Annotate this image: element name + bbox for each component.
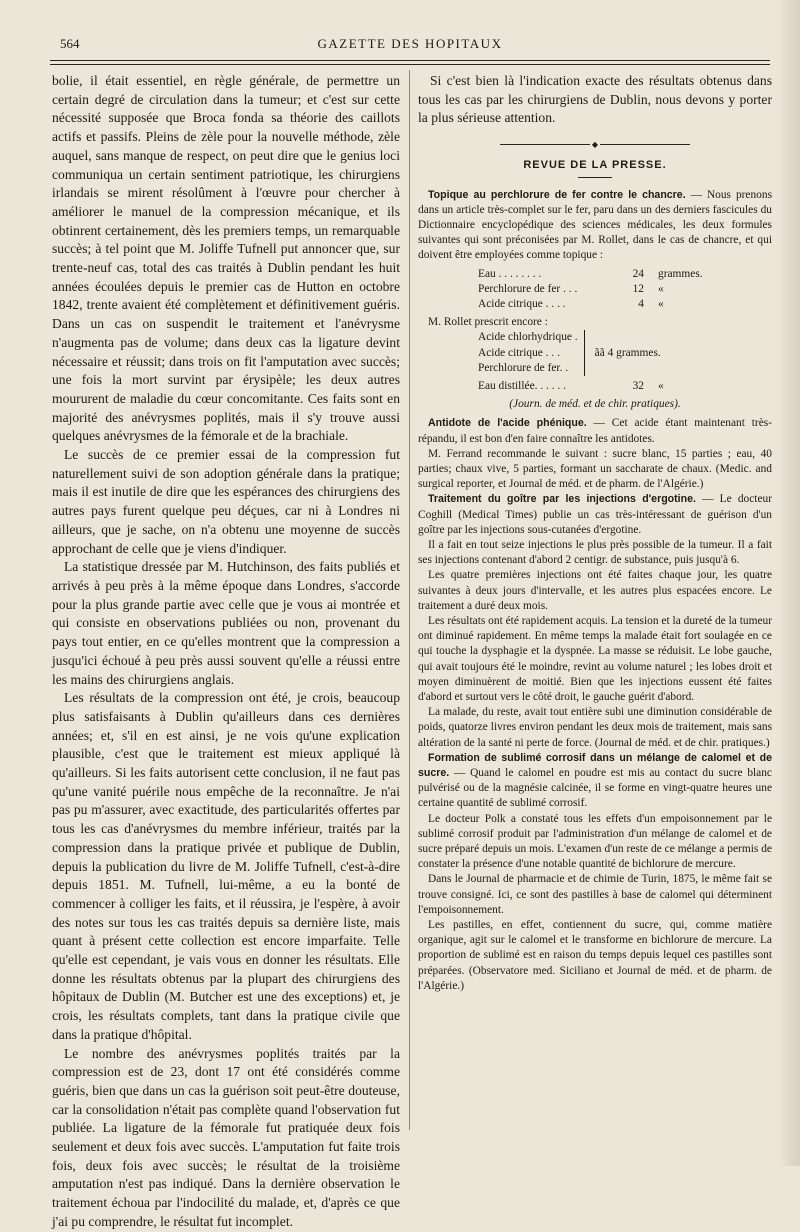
column-divider: [409, 70, 410, 1130]
article-goitre: Traitement du goître par les injections d'ergotine. — Le docteur Coghill (Medical Times) publie un cas très-intéressant de guérison d'un goître par les injections sous-cutanées d'ergotine.: [418, 493, 772, 536]
formula-quantity: ãã 4 grammes.: [594, 346, 661, 359]
press-review: [418, 188, 772, 995]
formula-1: [478, 267, 772, 313]
article-source: (Journ. de méd. et de chir. pratiques).: [509, 398, 681, 411]
page-edge-shading: [778, 0, 800, 1166]
article-perchlorure: Topique au perchlorure de fer contre le chancre. — Nous prenons dans un article très-complet sur le fer, paru dans un des derniers fascicules du Dictionnaire encyclopédique des sciences médicales, les deux formules suivantes qui sont préconisées par M. Rollet, dans le cas de chancre, et qui doivent être employées comme topique :: [418, 188, 773, 262]
section-rule: [578, 177, 612, 178]
paragraph: La statistique dressée par M. Hutchinson, des faits publiés et arrivés à peu près à la même époque dans Londres, s'accorde pour la plus grande partie avec celle que je vous ai montrée et qui consiste en observations publiées ou non, provenant du pays tout entier, en ce qu'elles montrent que la compression a jusqu'ici échoué à peu près aussi souvent qu'elle a réussi entre les mains des chirurgiens anglais.: [52, 559, 400, 687]
formula-intro: M. Rollet prescrit encore :: [428, 316, 548, 329]
right-column: [418, 72, 772, 994]
formula-row: Perchlorure de fer . . . 12 «: [478, 282, 664, 295]
paragraph: La malade, du reste, avait tout entière subi une diminution considérable de poids, quatorze livres environ pendant les deux mois de traitement, mais sans altération de la santé ni perte de force. (Journal de méd. et de chir. pratiques.): [418, 706, 772, 749]
formula-row: Eau distillée. . . . . . 32 «: [478, 379, 664, 392]
article-heading: Topique au perchlorure de fer contre le chancre.: [428, 188, 686, 201]
paragraph: bolie, il était essentiel, en règle générale, de permettre un certain degré de circulation dans la tumeur; et c'est sur cette nécessité supposée que Broca fonda sa théorie des caillots actifs et passifs. Pleins de zèle pour la nouvelle méthode, zèle auquel, sans manque de respect, on peut dire que le genius loci communiqua un certain sentiment patriotique, les chirurgiens irlandais se mirent résolûment à l'œuvre pour chercher à améliorer le manuel de la compression mécanique, et ils obtinrent certainement, dès les premiers temps, un remarquable succès; à tel point que M. Joliffe Tufnell put annoncer que, sur trente-neuf cas, total des cas traités à Dublin pendant les huit années écoulées depuis le premier cas de Hutton en octobre 1842, trente avaient été complètement et définitivement guéris. Dans un cas on suspendit le traitement et l'anévrysme n'augmenta pas de volume; dans deux cas la ligature devint nécessaire et réussit; dans trois on fit l'amputation avec succès; une fois la mort survint par érysipèle; les deux autres moururent de maladie du cœur concomitante. Ces faits sont en majorité des anévrysmes poplités, mais il s'y trouve aussi quelques anévrysmes de la fémorale et de la brachiale.: [52, 73, 400, 444]
paragraph: Les résultats ont été rapidement acquis. La tension et la dureté de la tumeur ont diminué rapidement. En même temps la malade était fort soulagée en ce qui touche la dysphagie et la dyspnée. La masse se réduisit. Le lobe gauche, qui avait toujours été le moindre, revint au volume naturel ; les lobes droit et moyen diminuèrent de moitié. Bien que les injections eussent été faites d'abord et surtout vers le côté droit, le gauche guérit d'abord.: [418, 614, 772, 703]
article-sublime: Formation de sublimé corrosif dans un mélange de calomel et de sucre. — Quand le calomel en poudre est mis au contact du sucre blanc pulvérisé ou de la magnésie calcinée, il se forme en vingt-quatre heures une certaine quantité de sublimé corrosif.: [418, 751, 772, 810]
paragraph: Le nombre des anévrysmes poplités traités par la compression est de 23, dont 17 ont été considérés comme guéris, bien que dans un cas la guérison soit peut-être douteuse, car la consolidation n'était pas complète quand l'observation fut publiée. La ligature de la fémorale fut pratiquée deux fois seulement et deux fois avec succès. L'amputation fut faite trois fois, deux fois avec succès; le résultat de la troisième amputation n'est pas indiqué. Dans la dernière observation le traitement échoua par l'indocilité du malade, et, d'après ce que j'ai pu comprendre, le résultat fut incomplet.: [52, 1045, 400, 1229]
formula-2-last: [478, 379, 772, 394]
paragraph: M. Ferrand recommande le suivant : sucre blanc, 15 parties ; eau, 40 parties; chaux vive, 5 parties, formant un saccharate de chaux. (Medic. and surgical reporter, et Journal de méd. et de pharm. de l'Algérie.): [418, 447, 772, 491]
article-heading: Antidote de l'acide phénique.: [428, 417, 587, 430]
formula-row: Acide citrique . . . . 4 «: [478, 297, 664, 310]
formula-ingredients: Acide chlorhydrique . Acide citrique . . . Perchlorure de fer. .: [478, 330, 585, 376]
article-heading: Formation de sublimé corrosif dans un mélange de calomel et de sucre.: [418, 751, 772, 780]
section-separator: ◆: [418, 140, 772, 149]
paragraph: Les quatre premières injections ont été faites chaque jour, les quatre suivantes à deux jours d'intervalle, et les autres plus espacées encore. Le traitement a duré deux mois.: [418, 569, 772, 612]
paragraph: Dans le Journal de pharmacie et de chimie de Turin, 1875, le même fait se trouve consigné. Ici, ce sont des pastilles à base de calomel qui déterminent l'empoisonnement.: [418, 873, 772, 916]
formula-row: Eau . . . . . . . . 24 grammes.: [478, 267, 703, 280]
article-heading: Traitement du goître par les injections d'ergotine.: [428, 493, 696, 506]
header-rule-thin: [50, 64, 770, 65]
paragraph: Les pastilles, en effet, contiennent du sucre, qui, comme matière organique, agit sur le calomel et le transforme en bichlorure de mercure. La proportion de sublimé est en raison du temps depuis lequel ces pastilles sont préparées. (Observatore med. Siciliano et Journal de méd. et de pharm. de l'Algérie.): [418, 919, 772, 992]
paragraph: Il a fait en tout seize injections le plus près possible de la tumeur. Il a fait ses injections contenant d'abord 2 centigr. de substance, puis jusqu'à 6.: [418, 538, 772, 567]
intro-paragraph: Si c'est bien là l'indication exacte des résultats obtenus dans tous les cas par les chirurgiens de Dublin, nous devons y porter la plus sérieuse attention.: [418, 73, 772, 125]
formula-2: [478, 330, 772, 376]
header-rule: [50, 60, 770, 61]
paragraph: Le succès de ce premier essai de la compression fut naturellement suivi de son adoption générale dans la pratique; mais il est inutile de dire que les espérances des chirurgiens des autres pays furent quelque peu déçues, car ni à Londres ni ailleurs, que je sache, on n'a obtenu une moyenne de succès approchant de celle que je viens d'indiquer.: [52, 447, 400, 556]
paragraph: Les résultats de la compression ont été, je crois, beaucoup plus satisfaisants à Dublin qu'ailleurs dans ces dernières années; et, s'il en est ainsi, je ne vois qu'une explication plausible, c'est que le traitement est mieux appliqué là qu'ailleurs. Si les faits autorisent cette conclusion, il ne faut pas qu'une vanité puérile nous empêche de la reconnaître. Je n'ai pas pu m'assurer, avec exactitude, des particularités offertes par tous les cas d'anévrysmes du membre inférieur, traités par la compression dans la pratique privée et publique de Dublin, depuis la publication du livre de M. Joliffe Tufnell, c'est-à-dire depuis 1851. M. Tufnell, lui-même, a eu la bonté de commencer à colliger les faits, et il réussira, je l'espère, à avoir des notes sur tous les cas traités depuis sa dernière liste, mais quant à présent cette collection est encore imparfaite. Telle qu'elle est cependant, je vais vous en donner les résultats. Elle donne les résultats obtenus par la plupart des chirurgiens des hôpitaux de Dublin (M. Butcher est une des exceptions) et, je crois, les résultats complets, tant dans la pratique civile que dans la pratique d'hôpital.: [52, 690, 400, 1042]
left-column: [52, 72, 400, 1232]
section-title: REVUE DE LA PRESSE.: [523, 158, 667, 171]
page-header: [50, 30, 770, 58]
journal-title: GAZETTE DES HOPITAUX: [317, 36, 503, 51]
article-acide-phenique: Antidote de l'acide phénique. — Cet acide étant maintenant très-répandu, il est bon d'en faire connaître les antidotes.: [418, 417, 772, 445]
page-number: 564: [60, 36, 80, 51]
paragraph: Le docteur Polk a constaté tous les effets d'un empoisonnement par le sublimé corrosif produit par l'administration d'un mélange de calomel et de sucre préparé depuis un mois. L'examen d'un reste de ce mélange a permis de constater la présence d'une notable quantité de bichlorure de mercure.: [418, 812, 772, 871]
